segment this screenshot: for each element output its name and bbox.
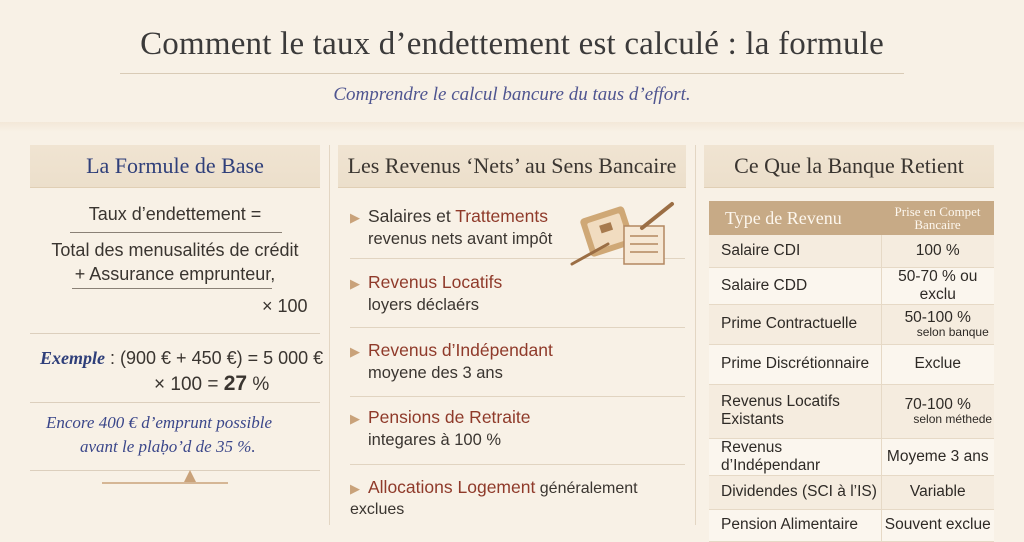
table-row: Salaire CDI 100 % [709,235,994,267]
table-header-row [709,201,994,235]
banque-panel-heading: Ce Que la Banque Retient [704,145,994,188]
arrow-icon: ▶ [350,210,360,225]
table-row: Dividendes (SCI à l’IS) Variable [709,475,994,509]
formula-numerator-1: Total des menusalités de crédit [51,240,299,260]
formula-label-underline [70,232,282,233]
section-divider [30,333,320,334]
example-result: 27 [223,372,248,395]
header-band [0,122,1024,132]
formula-label: Taux d’endettement = [88,204,262,224]
example-unit: % [247,374,270,395]
example-label: Exemple [40,348,105,368]
page-subtitle: Comprendre le calcul bancure du taus d’effort. [333,84,691,105]
column-header-prise: Prise en Compet Bancaire [881,201,994,235]
revenu-item-detail: integares à 100 % [368,431,502,449]
table-row: Revenus Locatifs Existants 70-100 % selon méthede [709,384,994,438]
revenus-panel-heading: Les Revenus ‘Nets’ au Sens Bancaire [338,145,686,188]
revenu-table [709,201,994,542]
revenu-item-detail: loyers déclaérs [368,296,479,314]
column-header-type: Type de Revenu [709,201,881,235]
arrow-icon: ▶ [350,276,360,291]
gauge-marker-icon [100,466,230,486]
arrow-icon: ▶ [350,411,360,426]
note-line-1: Encore 400 € d’emprunt possible [46,413,273,432]
table-row: Revenus d’Indépendanr Moyeme 3 ans [709,438,994,475]
arrow-icon: ▶ [350,344,360,359]
column-divider [329,145,330,525]
note-line-2: avant le plaḅo’d de 35 %. [80,437,256,456]
formula-multiplier: × 100 [262,296,308,316]
revenu-item-detail: revenus nets avant impôt [368,230,553,248]
revenu-item: ▶ Allocations Logement généralement exclues [350,477,638,518]
table-row: Prime Contractuelle 50-100 % selon banque [709,304,994,344]
section-divider [30,402,320,403]
revenu-item: ▶ Pensions de Retraite integares à 100 % [350,407,680,450]
example-calc: : (900 € + 450 €) = 5 000 € [110,348,324,368]
fraction-bar [72,288,272,289]
column-divider [695,145,696,525]
example-multiplier: × 100 = [154,374,224,395]
example-line-1 [40,348,323,369]
revenu-item: ▶ Revenus Locatifs loyers déclaérs [350,272,680,315]
title-divider [120,73,904,74]
table-row: Prime Discrétionnaire Exclue [709,344,994,384]
item-divider [350,396,685,397]
revenu-item: ▶ Revenus d’Indépendant moyene des 3 ans [350,340,680,383]
page-title: Comment le taux d’endettement est calculé : la formule [140,26,884,62]
item-divider [350,327,685,328]
document-pen-icon [568,198,678,268]
arrow-icon: ▶ [350,481,360,496]
formula-numerator-2: + Assurance emprunteur, [74,264,276,284]
formula-panel-heading: La Formule de Base [30,145,320,188]
table-row: Salaire CDD 50-70 % ou exclu [709,267,994,304]
example-line-2 [154,372,269,396]
revenu-item: ▶ Salaires et Trattements revenus nets avant impôt [350,206,680,249]
item-divider [350,464,685,465]
revenu-item-detail: moyene des 3 ans [368,364,503,382]
table-row: Pension Alimentaire Souvent exclue [709,509,994,541]
